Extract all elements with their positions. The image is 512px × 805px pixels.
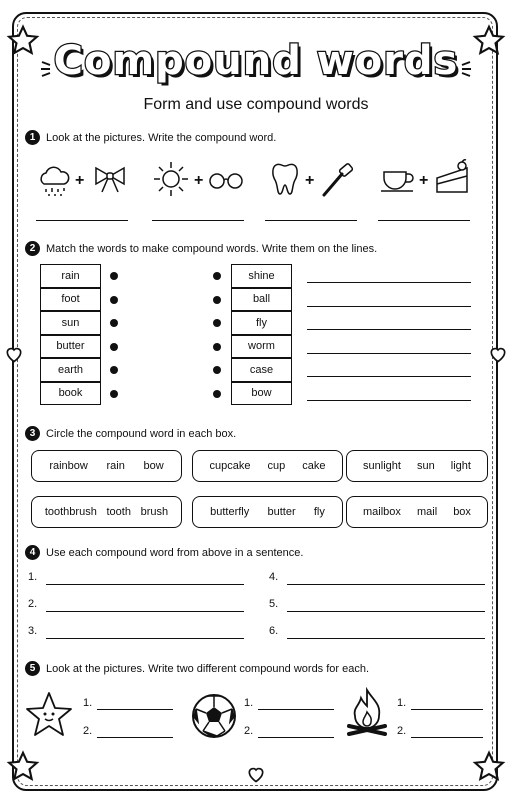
plus-sign: + <box>419 172 429 189</box>
heart-icon <box>488 344 508 364</box>
match-dot[interactable] <box>110 366 118 374</box>
question-text: Look at the pictures. Write the compound word. <box>46 131 277 144</box>
word-choice[interactable]: light <box>450 460 471 472</box>
word-choice-box <box>31 496 182 528</box>
sentence-number: 2. <box>28 598 38 610</box>
answer-line[interactable] <box>152 220 244 221</box>
word-choice[interactable]: tooth <box>106 506 131 518</box>
word-choice[interactable]: mail <box>416 506 438 518</box>
word-choice[interactable]: sunlight <box>363 460 401 472</box>
answer-line[interactable] <box>307 353 471 354</box>
word-number: 2. <box>397 725 407 737</box>
word-choice[interactable]: butter <box>267 506 296 518</box>
question-3 <box>25 426 236 441</box>
heart-icon <box>4 344 24 364</box>
toothbrush-icon <box>320 162 356 198</box>
left-word-box: foot <box>40 288 101 312</box>
left-word-box: sun <box>40 311 101 335</box>
word-number: 1. <box>83 697 93 709</box>
word-choice[interactable]: box <box>453 506 471 518</box>
tooth-icon <box>270 162 300 196</box>
match-dot[interactable] <box>213 366 221 374</box>
word-choice[interactable]: rain <box>106 460 125 472</box>
answer-line[interactable] <box>378 220 470 221</box>
rain-cloud-icon <box>36 162 72 198</box>
right-word-box: shine <box>231 264 292 288</box>
word-choice[interactable]: sun <box>416 460 435 472</box>
left-word-box: earth <box>40 358 101 382</box>
question-number: 4 <box>25 545 40 560</box>
question-text: Look at the pictures. Write two different compound words for each. <box>46 662 370 675</box>
sentence-number: 3. <box>28 625 38 637</box>
word-choice-box <box>192 496 343 528</box>
glasses-icon <box>208 170 244 190</box>
answer-line[interactable] <box>265 220 357 221</box>
word-choice[interactable]: cupcake <box>209 460 251 472</box>
word-line[interactable] <box>97 709 173 710</box>
teacup-icon <box>380 166 416 194</box>
heart-icon <box>246 764 266 784</box>
soccer-ball-icon <box>190 692 238 740</box>
word-choice[interactable]: toothbrush <box>44 506 97 518</box>
question-1 <box>25 130 276 145</box>
sentence-line[interactable] <box>46 584 244 585</box>
word-choice[interactable]: rainbow <box>49 460 88 472</box>
answer-line[interactable] <box>36 220 128 221</box>
question-number: 5 <box>25 661 40 676</box>
sentence-line[interactable] <box>287 611 485 612</box>
page-subtitle: Form and use compound words <box>143 96 369 113</box>
match-dot[interactable] <box>110 296 118 304</box>
word-choice[interactable]: cake <box>302 460 326 472</box>
star-icon <box>6 750 40 784</box>
match-dot[interactable] <box>213 319 221 327</box>
word-choice-box <box>192 450 343 482</box>
sentence-number: 6. <box>269 625 279 637</box>
sentence-line[interactable] <box>287 638 485 639</box>
sentence-number: 4. <box>269 571 279 583</box>
word-line[interactable] <box>258 709 334 710</box>
sentence-line[interactable] <box>46 611 244 612</box>
starfish-icon <box>24 690 74 740</box>
question-text: Use each compound word from above in a sentence. <box>46 546 304 559</box>
plus-sign: + <box>194 172 204 189</box>
left-word-box: butter <box>40 335 101 359</box>
match-dot[interactable] <box>213 390 221 398</box>
word-number: 1. <box>397 697 407 709</box>
word-number: 1. <box>244 697 254 709</box>
answer-line[interactable] <box>307 329 471 330</box>
answer-line[interactable] <box>307 376 471 377</box>
word-choice-box <box>346 496 488 528</box>
word-line[interactable] <box>411 737 483 738</box>
question-text: Match the words to make compound words. Write them on the lines. <box>46 242 378 255</box>
word-choice[interactable]: bow <box>143 460 164 472</box>
answer-line[interactable] <box>307 400 471 401</box>
word-choice[interactable]: brush <box>140 506 169 518</box>
plus-sign: + <box>305 172 315 189</box>
match-dot[interactable] <box>110 272 118 280</box>
match-dot[interactable] <box>110 319 118 327</box>
right-word-box: fly <box>231 311 292 335</box>
page-title: Compound words <box>53 38 459 84</box>
word-choice[interactable]: cup <box>267 460 286 472</box>
match-dot[interactable] <box>213 296 221 304</box>
sentence-line[interactable] <box>287 584 485 585</box>
question-5 <box>25 661 369 676</box>
question-number: 2 <box>25 241 40 256</box>
word-line[interactable] <box>258 737 334 738</box>
word-line[interactable] <box>411 709 483 710</box>
word-number: 2. <box>83 725 93 737</box>
question-2 <box>25 241 377 256</box>
word-choice[interactable]: butterfly <box>210 506 250 518</box>
sentence-number: 1. <box>28 571 38 583</box>
word-line[interactable] <box>97 737 173 738</box>
right-word-box: bow <box>231 382 292 406</box>
sentence-line[interactable] <box>46 638 244 639</box>
question-4 <box>25 545 303 560</box>
right-word-box: ball <box>231 288 292 312</box>
left-word-box: rain <box>40 264 101 288</box>
sun-icon <box>152 160 190 198</box>
word-number: 2. <box>244 725 254 737</box>
match-dot[interactable] <box>213 343 221 351</box>
plus-sign: + <box>75 172 85 189</box>
word-choice[interactable]: mailbox <box>363 506 401 518</box>
right-word-box: worm <box>231 335 292 359</box>
question-text: Circle the compound word in each box. <box>46 427 237 440</box>
match-dot[interactable] <box>213 272 221 280</box>
campfire-icon <box>344 686 390 742</box>
match-dot[interactable] <box>110 390 118 398</box>
word-choice-box <box>346 450 488 482</box>
question-number: 1 <box>25 130 40 145</box>
cake-icon <box>434 158 472 196</box>
question-number: 3 <box>25 426 40 441</box>
left-word-box: book <box>40 382 101 406</box>
match-dot[interactable] <box>110 343 118 351</box>
answer-line[interactable] <box>307 282 471 283</box>
sentence-number: 5. <box>269 598 279 610</box>
word-choice[interactable]: fly <box>313 506 325 518</box>
answer-line[interactable] <box>307 306 471 307</box>
star-icon <box>472 750 506 784</box>
bow-icon <box>92 164 128 196</box>
word-choice-box <box>31 450 182 482</box>
right-word-box: case <box>231 358 292 382</box>
